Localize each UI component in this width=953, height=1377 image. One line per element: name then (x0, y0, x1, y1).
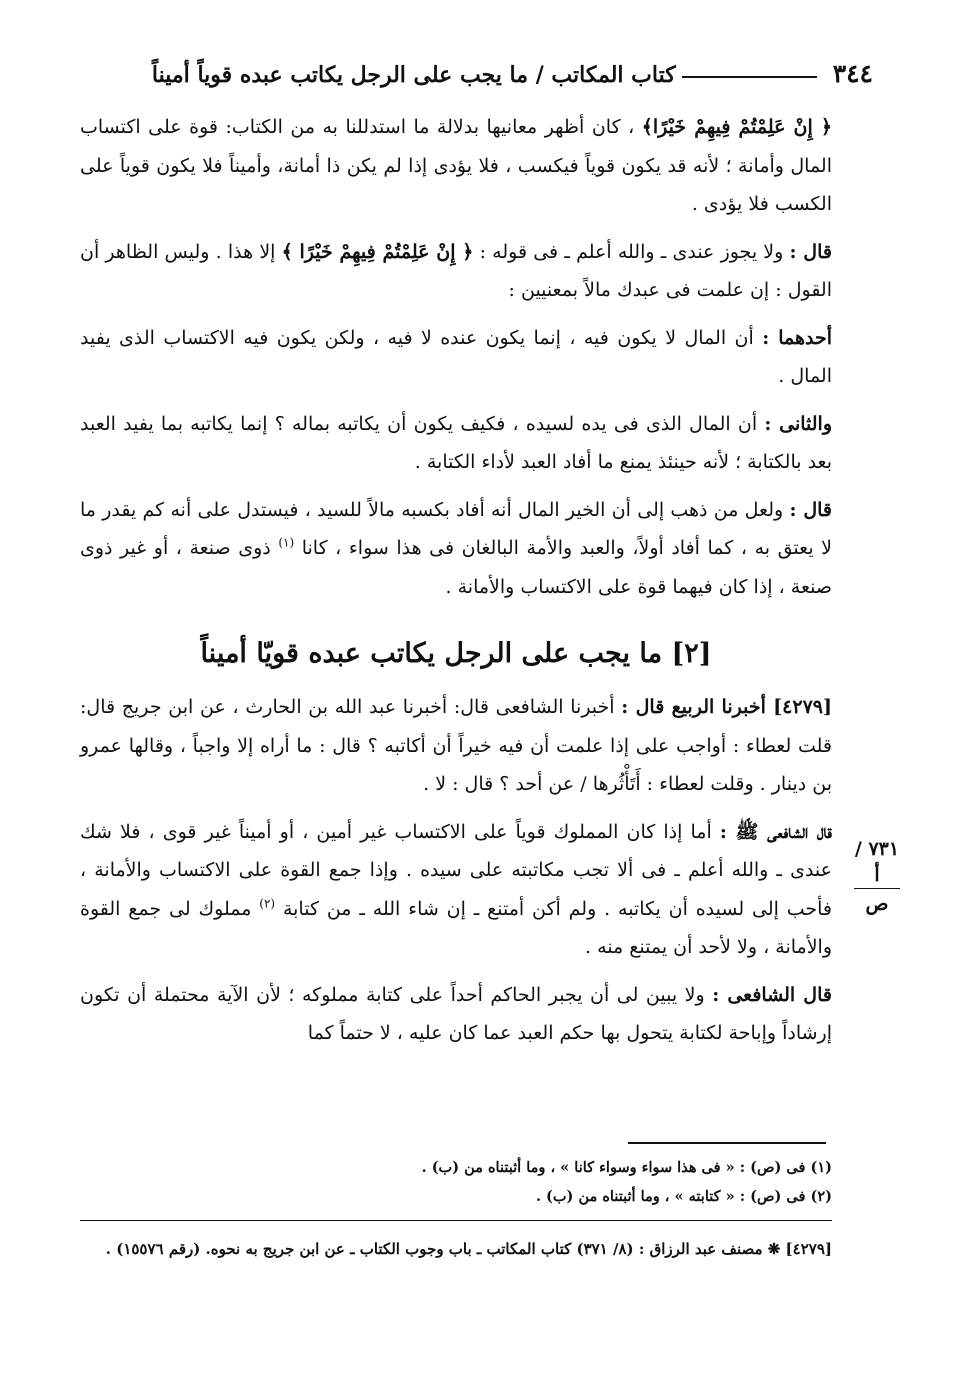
paragraph-1 (80, 108, 832, 224)
margin-manuscript-siglum: ص (865, 893, 889, 915)
paragraph-text: إلا هذا . وليس الظاهر أن القول : إن علمت فى عبدك مالاً بمعنيين : (80, 240, 832, 301)
paragraph-text: ولعل من ذهب إلى أن الخير المال أنه أفاد بكسبه مالاً للسيد ، فيستدل على أنه كم يقدر ما لا يعتق به ، كما أفاد أولاً، والعبد والأمة البالغان فى هذا سواء ، كانا (80, 498, 833, 559)
paragraph-text: ذوى صنعة ، أو غير ذوى صنعة ، إذا كان فيهما قوة على الاكتساب والأمانة . (80, 537, 832, 598)
footnote-divider (628, 1142, 826, 1144)
paragraph-lead: قال الشافعى ﷺ : (719, 820, 832, 843)
header-title: كتاب المكاتب / ما يجب على الرجل يكاتب عبده قوياً أميناً (151, 62, 676, 88)
quran-verse: ﴿ إِنْ عَلِمْتُمْ فِيهِمْ خَيْرًا ﴾ (281, 240, 474, 263)
main-text (80, 108, 832, 1062)
paragraph-4 (80, 405, 832, 482)
paragraph-lead: [٤٢٧٩] أخبرنا الربيع قال : (621, 696, 832, 718)
footnote-ref: (٢) (259, 896, 276, 911)
quran-verse: ﴿ إِنْ عَلِمْتُمْ فِيهِمْ خَيْرًا﴾ (641, 116, 832, 138)
paragraph-2 (80, 233, 832, 310)
paragraph-lead: قال الشافعى : (712, 983, 832, 1006)
page-number: ٣٤٤ (832, 59, 873, 88)
footnote-ref: (١) (278, 535, 295, 550)
footnote-1: (١) فى (ص) : « فى هذا سواء وسواء كانا » ، وما أثبتناه من (ب) . (421, 1159, 832, 1176)
paragraph-text: أما إذا كان المملوك قوياً على الاكتساب غير أمين ، أو أميناً غير قوى ، فلا شك عندى ـ والله أعلم ـ فى ألا تجب مكاتبته على سيده . وإذا جمع القوة على الاكتساب والأمانة ، فأحب إلى لسيده أن يكاتبه . ولم أكن أمتنع ـ إن شاء الله ـ من كتابة (80, 820, 833, 920)
source-reference-note: [٤٢٧٩] ❋ مصنف عبد الرزاق : (٨/ ٣٧١) كتاب المكاتب ـ باب وجوب الكتاب ـ عن ابن جريج به نحوه. (رقم ١٥٥٧٦) . (105, 1240, 832, 1258)
paragraph-text: ولا يجوز عندى ـ والله أعلم ـ فى قوله : (479, 240, 784, 263)
section-paragraph-2 (80, 813, 832, 967)
section-heading: [٢] ما يجب على الرجل يكاتب عبده قويّا أميناً (200, 638, 712, 669)
source-divider (80, 1220, 832, 1221)
footnote-2: (٢) فى (ص) : « كتابته » ، وما أثبتناه من (ب) . (535, 1188, 832, 1205)
paragraph-text: أخبرنا الشافعى قال: أخبرنا عبد الله بن الحارث ، عن ابن جريج قال: قلت لعطاء : أواجب على إذا علمت أن فيه خيراً أن أكاتبه ؟ قال : ما أراه إلا واجباً ، وقالها عمرو بن دينار . وقلت لعطاء : أَتَأْثُرها / عن أحد ؟ قال : لا . (80, 696, 832, 795)
manuscript-margin-note (846, 836, 908, 917)
paragraph-text: أن المال الذى فى يده لسيده ، فكيف يكون أن يكاتبه بماله ؟ إنما يكاتبه بما يفيد العبد بعد بالكتابة ؛ لأنه حينئذ يمنع ما أفاد العبد لأداء الكتابة . (80, 412, 832, 473)
running-header (75, 48, 873, 88)
paragraph-lead: والثانى : (764, 412, 832, 435)
paragraph-text: ولا يبين لى أن يجبر الحاكم أحداً على كتابة مملوكه ؛ لأن الآية محتملة أن تكون إرشاداً وإباحة لكتابة يتحول بها حكم العبد عما كان عليه ، لا حتماً كما (80, 983, 832, 1044)
paragraph-lead: قال : (789, 240, 832, 263)
margin-folio-ref: ٧٣١ / أ (854, 836, 900, 889)
paragraph-3 (80, 319, 832, 396)
footnotes (80, 1153, 832, 1211)
paragraph-lead: قال : (789, 498, 832, 521)
section-paragraph-3 (80, 976, 832, 1053)
section-paragraph-1 (80, 688, 832, 804)
paragraph-text: مملوك لى جمع القوة والأمانة ، ولا لأحد أن يمتنع منه . (80, 897, 832, 958)
paragraph-text: ، كان أظهر معانيها بدلالة ما استدللنا به من الكتاب: قوة على اكتساب المال وأمانة ؛ لأنه قد يكون قوياً فيكسب ، فلا يؤدى إذا لم يكن ذا أمانة، وأميناً فلا يكون قوياً على الكسب فلا يؤدى . (80, 116, 832, 215)
paragraph-text: أن المال لا يكون فيه ، إنما يكون عنده لا فيه ، ولكن يكون فيه الاكتساب الذى يفيد المال . (80, 326, 832, 387)
paragraph-5 (80, 491, 832, 607)
header-rule (682, 76, 817, 78)
paragraph-lead: أحدهما : (762, 326, 832, 349)
